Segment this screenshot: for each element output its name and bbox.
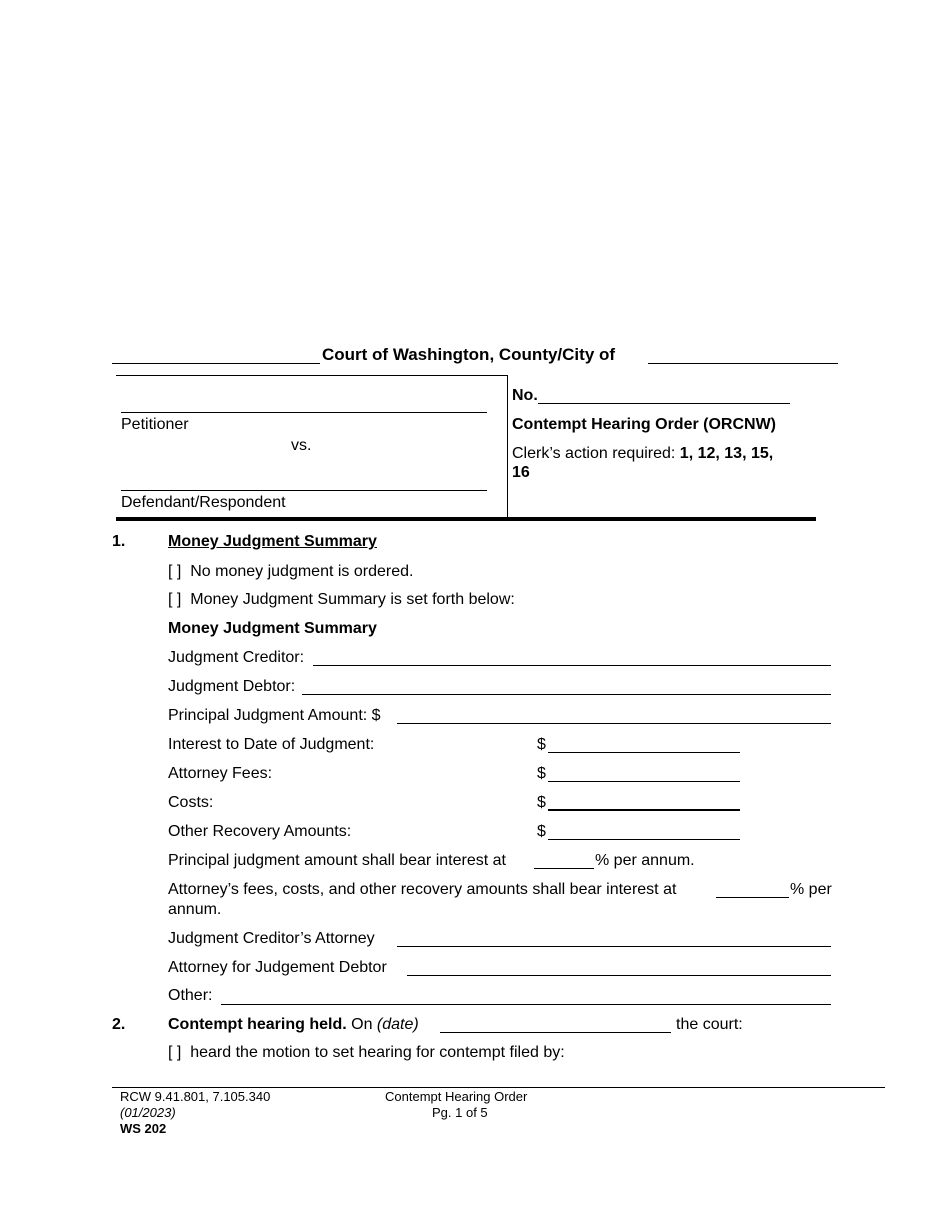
section-1-heading: Money Judgment Summary bbox=[168, 533, 377, 550]
interest-dollar-sign: $ bbox=[537, 736, 546, 753]
the-court-label: the court: bbox=[676, 1016, 743, 1033]
debtor-attorney-field[interactable] bbox=[407, 975, 831, 976]
footer-rule bbox=[112, 1087, 885, 1088]
court-title: Court of Washington, County/City of bbox=[322, 345, 616, 364]
checkbox[interactable]: [ ] bbox=[168, 1044, 182, 1061]
option-no-money-judgment[interactable] bbox=[168, 562, 413, 581]
money-judgment-sub-heading: Money Judgment Summary bbox=[168, 620, 377, 637]
section-2-heading: Contempt hearing held. bbox=[168, 1016, 347, 1033]
checkbox[interactable]: [ ] bbox=[168, 591, 182, 608]
fees-interest-rate-field[interactable] bbox=[716, 897, 789, 898]
court-name-blank[interactable] bbox=[112, 363, 320, 364]
caption-box-bottom-border bbox=[116, 517, 816, 521]
other-label: Other: bbox=[168, 987, 213, 1004]
petitioner-name-blank[interactable] bbox=[121, 412, 487, 413]
case-number-blank[interactable] bbox=[538, 403, 790, 404]
attorney-fees-label: Attorney Fees: bbox=[168, 765, 273, 782]
creditor-attorney-label: Judgment Creditor’s Attorney bbox=[168, 930, 375, 947]
option-money-judgment-summary-label: Money Judgment Summary is set forth below: bbox=[190, 591, 515, 608]
option-no-money-judgment-label: No money judgment is ordered. bbox=[190, 563, 414, 580]
fees-interest-suffix-continued: annum. bbox=[168, 901, 222, 918]
respondent-label: Defendant/Respondent bbox=[121, 494, 286, 511]
judgment-creditor-field[interactable] bbox=[313, 665, 831, 666]
caption-box-divider bbox=[507, 375, 508, 518]
clerk-action bbox=[512, 444, 773, 463]
principal-interest-rate-field[interactable] bbox=[534, 868, 594, 869]
judgment-debtor-label: Judgment Debtor: bbox=[168, 678, 296, 695]
judgment-creditor-label: Judgment Creditor: bbox=[168, 649, 305, 666]
clerk-action-items-continued: 16 bbox=[512, 464, 530, 481]
footer-page: Pg. 1 of 5 bbox=[432, 1105, 488, 1120]
other-field[interactable] bbox=[221, 1004, 831, 1005]
costs-dollar-sign: $ bbox=[537, 794, 546, 811]
option-heard-motion-label: heard the motion to set hearing for contempt filed by: bbox=[190, 1044, 565, 1061]
option-heard-motion[interactable] bbox=[168, 1043, 565, 1062]
debtor-attorney-label: Attorney for Judgement Debtor bbox=[168, 959, 387, 976]
footer-title: Contempt Hearing Order bbox=[385, 1089, 528, 1104]
clerk-action-label: Clerk’s action required: bbox=[512, 445, 676, 462]
section-1-number: 1. bbox=[112, 533, 126, 550]
interest-to-date-field[interactable] bbox=[548, 752, 740, 753]
attorney-fees-field[interactable] bbox=[548, 781, 740, 782]
petitioner-label: Petitioner bbox=[121, 416, 189, 433]
other-recovery-dollar-sign: $ bbox=[537, 823, 546, 840]
creditor-attorney-field[interactable] bbox=[397, 946, 831, 947]
on-label: On bbox=[351, 1016, 373, 1033]
fees-dollar-sign: $ bbox=[537, 765, 546, 782]
date-label: (date) bbox=[376, 1016, 419, 1033]
vs-label: vs. bbox=[291, 437, 312, 454]
caption-box-top-border bbox=[116, 375, 508, 376]
checkbox[interactable]: [ ] bbox=[168, 563, 182, 580]
principal-amount-field[interactable] bbox=[397, 723, 831, 724]
costs-field[interactable] bbox=[548, 809, 740, 811]
interest-to-date-label: Interest to Date of Judgment: bbox=[168, 736, 375, 753]
form-title: Contempt Hearing Order (ORCNW) bbox=[512, 416, 776, 433]
judgment-debtor-field[interactable] bbox=[302, 694, 831, 695]
footer-form-code: WS 202 bbox=[120, 1121, 167, 1136]
principal-interest-prefix: Principal judgment amount shall bear interest at bbox=[168, 852, 506, 869]
other-recovery-field[interactable] bbox=[548, 839, 740, 840]
section-2-heading-line bbox=[168, 1015, 419, 1034]
county-city-blank[interactable] bbox=[648, 363, 838, 364]
costs-label: Costs: bbox=[168, 794, 214, 811]
footer-rcw: RCW 9.41.801, 7.105.340 bbox=[120, 1089, 271, 1104]
section-2-number: 2. bbox=[112, 1016, 126, 1033]
respondent-name-blank[interactable] bbox=[121, 490, 487, 491]
option-money-judgment-summary[interactable] bbox=[168, 590, 515, 609]
fees-interest-suffix: % per bbox=[790, 881, 832, 898]
principal-interest-suffix: % per annum. bbox=[595, 852, 695, 869]
principal-amount-label: Principal Judgment Amount: $ bbox=[168, 707, 381, 724]
case-no-label: No. bbox=[512, 387, 538, 404]
footer-revision: (01/2023) bbox=[120, 1105, 176, 1120]
fees-interest-prefix: Attorney’s fees, costs, and other recovery amounts shall bear interest at bbox=[168, 881, 677, 898]
hearing-date-field[interactable] bbox=[440, 1032, 671, 1033]
other-recovery-label: Other Recovery Amounts: bbox=[168, 823, 352, 840]
clerk-action-items: 1, 12, 13, 15, bbox=[679, 445, 774, 462]
